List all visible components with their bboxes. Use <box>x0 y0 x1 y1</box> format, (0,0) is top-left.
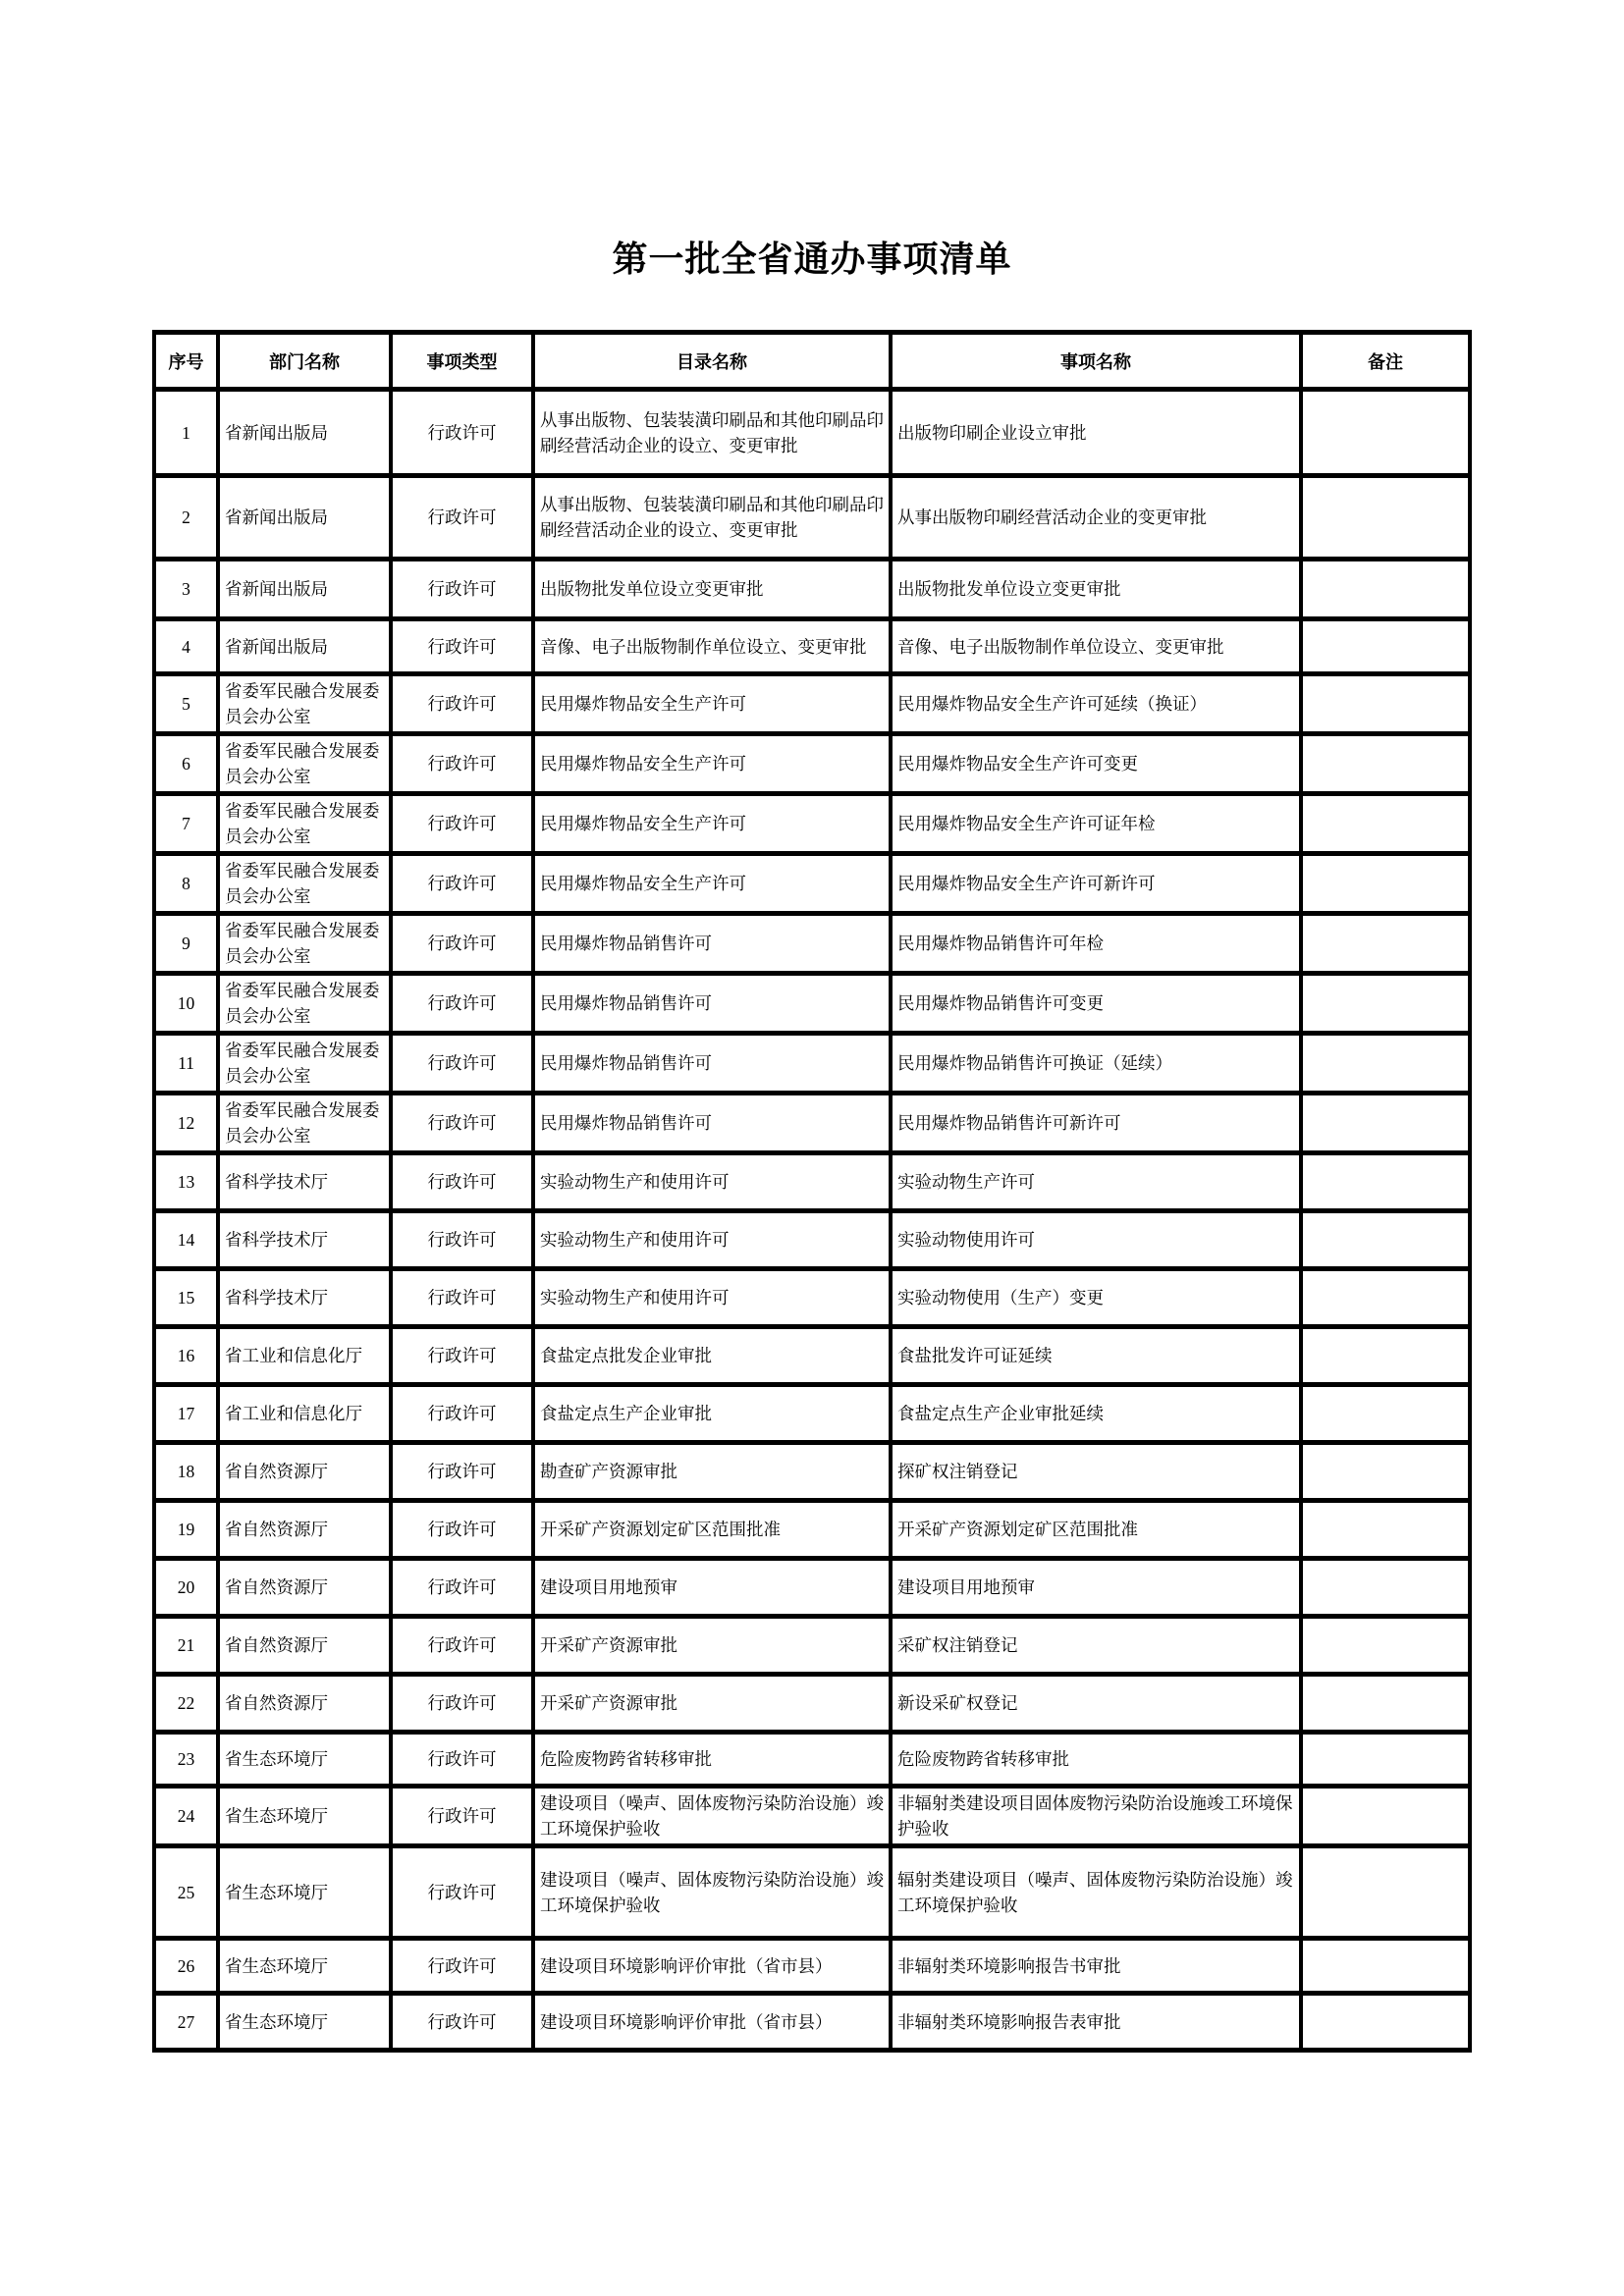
cell-catalog: 从事出版物、包装装潢印刷品和其他印刷品印刷经营活动企业的设立、变更审批 <box>533 476 891 560</box>
cell-note <box>1301 1846 1470 1939</box>
cell-type: 行政许可 <box>391 1939 533 1994</box>
cell-note <box>1301 1939 1470 1994</box>
cell-note <box>1301 619 1470 674</box>
cell-catalog: 勘查矿产资源审批 <box>533 1443 891 1501</box>
table-row <box>154 1617 1470 1675</box>
cell-note <box>1301 1994 1470 2051</box>
cell-item: 实验动物使用许可 <box>891 1211 1301 1269</box>
cell-item: 探矿权注销登记 <box>891 1443 1301 1501</box>
cell-seq: 6 <box>154 734 218 794</box>
cell-department: 省委军民融合发展委员会办公室 <box>218 794 391 854</box>
column-header-seq: 序号 <box>154 333 218 390</box>
cell-type: 行政许可 <box>391 1094 533 1153</box>
cell-seq: 20 <box>154 1559 218 1617</box>
cell-department: 省生态环境厅 <box>218 1787 391 1846</box>
cell-item: 民用爆炸物品销售许可变更 <box>891 974 1301 1034</box>
cell-department: 省委军民融合发展委员会办公室 <box>218 674 391 734</box>
table-row <box>154 1675 1470 1733</box>
cell-seq: 1 <box>154 390 218 476</box>
cell-department: 省委军民融合发展委员会办公室 <box>218 914 391 974</box>
cell-note <box>1301 674 1470 734</box>
cell-department: 省生态环境厅 <box>218 1994 391 2051</box>
cell-note <box>1301 390 1470 476</box>
table-row <box>154 914 1470 974</box>
cell-catalog: 危险废物跨省转移审批 <box>533 1733 891 1787</box>
table-row <box>154 1559 1470 1617</box>
cell-type: 行政许可 <box>391 1733 533 1787</box>
cell-department: 省科学技术厅 <box>218 1211 391 1269</box>
cell-seq: 22 <box>154 1675 218 1733</box>
cell-department: 省工业和信息化厅 <box>218 1327 391 1385</box>
cell-seq: 19 <box>154 1501 218 1559</box>
table-row <box>154 1034 1470 1094</box>
cell-seq: 12 <box>154 1094 218 1153</box>
cell-item: 民用爆炸物品安全生产许可延续（换证） <box>891 674 1301 734</box>
cell-item: 出版物批发单位设立变更审批 <box>891 560 1301 619</box>
cell-type: 行政许可 <box>391 1034 533 1094</box>
cell-type: 行政许可 <box>391 1385 533 1443</box>
cell-type: 行政许可 <box>391 1675 533 1733</box>
cell-type: 行政许可 <box>391 794 533 854</box>
column-header-catalog: 目录名称 <box>533 333 891 390</box>
cell-item: 建设项目用地预审 <box>891 1559 1301 1617</box>
table-row <box>154 734 1470 794</box>
cell-seq: 8 <box>154 854 218 914</box>
cell-catalog: 从事出版物、包装装潢印刷品和其他印刷品印刷经营活动企业的设立、变更审批 <box>533 390 891 476</box>
cell-note <box>1301 1211 1470 1269</box>
cell-catalog: 开采矿产资源审批 <box>533 1617 891 1675</box>
cell-catalog: 开采矿产资源审批 <box>533 1675 891 1733</box>
cell-note <box>1301 1559 1470 1617</box>
cell-catalog: 民用爆炸物品安全生产许可 <box>533 674 891 734</box>
cell-department: 省生态环境厅 <box>218 1939 391 1994</box>
cell-type: 行政许可 <box>391 1617 533 1675</box>
cell-catalog: 民用爆炸物品销售许可 <box>533 974 891 1034</box>
cell-catalog: 民用爆炸物品安全生产许可 <box>533 794 891 854</box>
cell-note <box>1301 1153 1470 1211</box>
cell-item: 非辐射类环境影响报告书审批 <box>891 1939 1301 1994</box>
cell-seq: 27 <box>154 1994 218 2051</box>
table-row <box>154 390 1470 476</box>
cell-item: 民用爆炸物品安全生产许可证年检 <box>891 794 1301 854</box>
cell-note <box>1301 914 1470 974</box>
table-row <box>154 619 1470 674</box>
table-row <box>154 1443 1470 1501</box>
cell-catalog: 建设项目环境影响评价审批（省市县） <box>533 1939 891 1994</box>
cell-department: 省新闻出版局 <box>218 560 391 619</box>
cell-type: 行政许可 <box>391 619 533 674</box>
cell-item: 非辐射类建设项目固体废物污染防治设施竣工环境保护验收 <box>891 1787 1301 1846</box>
cell-seq: 2 <box>154 476 218 560</box>
cell-catalog: 民用爆炸物品销售许可 <box>533 1094 891 1153</box>
cell-catalog: 建设项目用地预审 <box>533 1559 891 1617</box>
cell-catalog: 民用爆炸物品安全生产许可 <box>533 734 891 794</box>
cell-item: 民用爆炸物品安全生产许可变更 <box>891 734 1301 794</box>
cell-item: 民用爆炸物品安全生产许可新许可 <box>891 854 1301 914</box>
cell-note <box>1301 1094 1470 1153</box>
cell-department: 省委军民融合发展委员会办公室 <box>218 974 391 1034</box>
cell-department: 省自然资源厅 <box>218 1617 391 1675</box>
table-row <box>154 1153 1470 1211</box>
cell-catalog: 实验动物生产和使用许可 <box>533 1211 891 1269</box>
cell-note <box>1301 854 1470 914</box>
cell-type: 行政许可 <box>391 1846 533 1939</box>
table-row <box>154 1327 1470 1385</box>
column-header-note: 备注 <box>1301 333 1470 390</box>
cell-catalog: 民用爆炸物品安全生产许可 <box>533 854 891 914</box>
cell-catalog: 音像、电子出版物制作单位设立、变更审批 <box>533 619 891 674</box>
cell-department: 省委军民融合发展委员会办公室 <box>218 1034 391 1094</box>
cell-item: 食盐定点生产企业审批延续 <box>891 1385 1301 1443</box>
cell-seq: 5 <box>154 674 218 734</box>
table-row <box>154 674 1470 734</box>
cell-type: 行政许可 <box>391 1327 533 1385</box>
cell-type: 行政许可 <box>391 1559 533 1617</box>
cell-note <box>1301 974 1470 1034</box>
cell-seq: 16 <box>154 1327 218 1385</box>
table-row <box>154 974 1470 1034</box>
cell-seq: 18 <box>154 1443 218 1501</box>
table-header-row <box>154 333 1470 390</box>
cell-item: 音像、电子出版物制作单位设立、变更审批 <box>891 619 1301 674</box>
cell-department: 省自然资源厅 <box>218 1675 391 1733</box>
cell-department: 省新闻出版局 <box>218 390 391 476</box>
cell-note <box>1301 1034 1470 1094</box>
cell-seq: 9 <box>154 914 218 974</box>
cell-seq: 23 <box>154 1733 218 1787</box>
cell-note <box>1301 1617 1470 1675</box>
cell-catalog: 食盐定点批发企业审批 <box>533 1327 891 1385</box>
cell-seq: 15 <box>154 1269 218 1327</box>
cell-type: 行政许可 <box>391 476 533 560</box>
cell-type: 行政许可 <box>391 974 533 1034</box>
cell-catalog: 建设项目（噪声、固体废物污染防治设施）竣工环境保护验收 <box>533 1846 891 1939</box>
cell-seq: 25 <box>154 1846 218 1939</box>
cell-catalog: 出版物批发单位设立变更审批 <box>533 560 891 619</box>
cell-type: 行政许可 <box>391 674 533 734</box>
cell-type: 行政许可 <box>391 1153 533 1211</box>
cell-department: 省委军民融合发展委员会办公室 <box>218 734 391 794</box>
cell-note <box>1301 1269 1470 1327</box>
cell-catalog: 民用爆炸物品销售许可 <box>533 1034 891 1094</box>
cell-department: 省自然资源厅 <box>218 1559 391 1617</box>
cell-seq: 26 <box>154 1939 218 1994</box>
cell-item: 辐射类建设项目（噪声、固体废物污染防治设施）竣工环境保护验收 <box>891 1846 1301 1939</box>
cell-department: 省委军民融合发展委员会办公室 <box>218 1094 391 1153</box>
table-row <box>154 1939 1470 1994</box>
cell-seq: 4 <box>154 619 218 674</box>
cell-note <box>1301 560 1470 619</box>
column-header-type: 事项类型 <box>391 333 533 390</box>
table-row <box>154 1211 1470 1269</box>
cell-item: 危险废物跨省转移审批 <box>891 1733 1301 1787</box>
cell-department: 省科学技术厅 <box>218 1269 391 1327</box>
cell-note <box>1301 734 1470 794</box>
cell-department: 省生态环境厅 <box>218 1733 391 1787</box>
cell-item: 食盐批发许可证延续 <box>891 1327 1301 1385</box>
cell-catalog: 食盐定点生产企业审批 <box>533 1385 891 1443</box>
table-row <box>154 476 1470 560</box>
cell-type: 行政许可 <box>391 560 533 619</box>
cell-department: 省自然资源厅 <box>218 1501 391 1559</box>
cell-catalog: 民用爆炸物品销售许可 <box>533 914 891 974</box>
cell-type: 行政许可 <box>391 390 533 476</box>
table-row <box>154 1501 1470 1559</box>
cell-type: 行政许可 <box>391 1994 533 2051</box>
cell-item: 出版物印刷企业设立审批 <box>891 390 1301 476</box>
table-row <box>154 1269 1470 1327</box>
cell-item: 实验动物生产许可 <box>891 1153 1301 1211</box>
cell-seq: 3 <box>154 560 218 619</box>
cell-department: 省科学技术厅 <box>218 1153 391 1211</box>
cell-catalog: 实验动物生产和使用许可 <box>533 1269 891 1327</box>
cell-type: 行政许可 <box>391 1501 533 1559</box>
cell-department: 省生态环境厅 <box>218 1846 391 1939</box>
table-row <box>154 1994 1470 2051</box>
cell-seq: 24 <box>154 1787 218 1846</box>
cell-seq: 14 <box>154 1211 218 1269</box>
cell-seq: 10 <box>154 974 218 1034</box>
cell-catalog: 建设项目环境影响评价审批（省市县） <box>533 1994 891 2051</box>
table-row <box>154 1094 1470 1153</box>
cell-type: 行政许可 <box>391 1443 533 1501</box>
cell-department: 省新闻出版局 <box>218 619 391 674</box>
cell-note <box>1301 1443 1470 1501</box>
cell-note <box>1301 1501 1470 1559</box>
cell-department: 省新闻出版局 <box>218 476 391 560</box>
table-row <box>154 854 1470 914</box>
table-row <box>154 560 1470 619</box>
cell-department: 省自然资源厅 <box>218 1443 391 1501</box>
cell-type: 行政许可 <box>391 854 533 914</box>
cell-note <box>1301 476 1470 560</box>
cell-item: 实验动物使用（生产）变更 <box>891 1269 1301 1327</box>
cell-note <box>1301 794 1470 854</box>
cell-note <box>1301 1733 1470 1787</box>
cell-item: 采矿权注销登记 <box>891 1617 1301 1675</box>
cell-item: 开采矿产资源划定矿区范围批准 <box>891 1501 1301 1559</box>
cell-note <box>1301 1385 1470 1443</box>
cell-seq: 21 <box>154 1617 218 1675</box>
items-table <box>152 330 1472 2053</box>
column-header-department: 部门名称 <box>218 333 391 390</box>
cell-note <box>1301 1787 1470 1846</box>
cell-seq: 17 <box>154 1385 218 1443</box>
cell-seq: 13 <box>154 1153 218 1211</box>
cell-department: 省委军民融合发展委员会办公室 <box>218 854 391 914</box>
cell-catalog: 实验动物生产和使用许可 <box>533 1153 891 1211</box>
cell-note <box>1301 1675 1470 1733</box>
table-body <box>154 390 1470 2051</box>
table-row <box>154 1846 1470 1939</box>
table-row <box>154 1385 1470 1443</box>
cell-item: 从事出版物印刷经营活动企业的变更审批 <box>891 476 1301 560</box>
cell-item: 非辐射类环境影响报告表审批 <box>891 1994 1301 2051</box>
cell-catalog: 开采矿产资源划定矿区范围批准 <box>533 1501 891 1559</box>
table-row <box>154 1733 1470 1787</box>
cell-item: 民用爆炸物品销售许可年检 <box>891 914 1301 974</box>
page-title: 第一批全省通办事项清单 <box>612 240 1012 279</box>
cell-type: 行政许可 <box>391 1211 533 1269</box>
cell-department: 省工业和信息化厅 <box>218 1385 391 1443</box>
table-row <box>154 1787 1470 1846</box>
column-header-item: 事项名称 <box>891 333 1301 390</box>
cell-type: 行政许可 <box>391 734 533 794</box>
cell-item: 民用爆炸物品销售许可换证（延续） <box>891 1034 1301 1094</box>
cell-item: 新设采矿权登记 <box>891 1675 1301 1733</box>
cell-type: 行政许可 <box>391 1269 533 1327</box>
cell-seq: 11 <box>154 1034 218 1094</box>
cell-catalog: 建设项目（噪声、固体废物污染防治设施）竣工环境保护验收 <box>533 1787 891 1846</box>
table-row <box>154 794 1470 854</box>
cell-note <box>1301 1327 1470 1385</box>
cell-type: 行政许可 <box>391 1787 533 1846</box>
cell-item: 民用爆炸物品销售许可新许可 <box>891 1094 1301 1153</box>
cell-type: 行政许可 <box>391 914 533 974</box>
cell-seq: 7 <box>154 794 218 854</box>
